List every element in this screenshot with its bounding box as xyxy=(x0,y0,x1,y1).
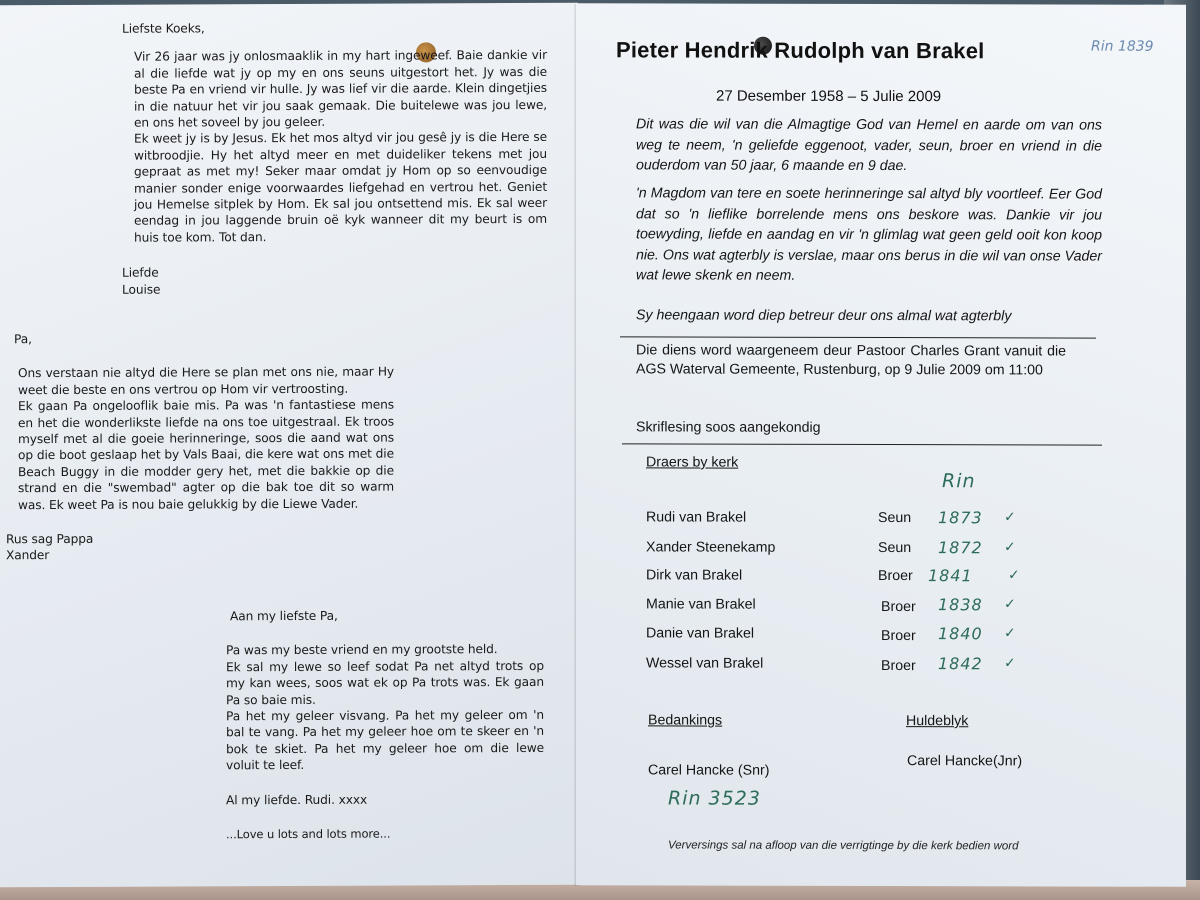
letter-koeks-body: Vir 26 jaar was jy onlosmaaklik in my hart ingeweef. Baie dankie vir al die liefde wat jy op my en ons seuns uitgestort het. Jy was die beste Pa en vriend vir hulle. Jy was lief vir die aarde. Klein dingetjies in die natuur het vir jou saak gemaak. Die buitelewe was jou lewe, en ons het soveel by jou geleer. Ek weet jy is by Jesus. Ek het mos altyd vir jou gesê jy is die Here se witbroodjie. Hy het altyd meer en met duideliker tekens met jou gepraat as met my! Seker maar omdat jy Hom op so eenvoudige manier sonder enige voorwaardes liefgehad en vertrou het. Geniet jou Hemelse sitplek by Hom. Ek sal jou ontsettend mis. Ek sal weer eendag in jou laggende bruin oë kyk wanneer dit my beurt is om huis toe kom. Tot dan. xyxy=(134,48,547,245)
bearer-name: Manie van Brakel xyxy=(646,596,756,613)
bearer-name: Dirk van Brakel xyxy=(646,567,743,584)
intro-paragraph-3: Sy heengaan word diep betreur deur ons almal wat agterbly xyxy=(636,307,1012,325)
letter-koeks xyxy=(122,19,547,298)
intro-paragraph-1: Dit was die wil van die Almagtige God van Hemel en aarde om van ons weg te neem, 'n geliefde eggenoot, vader, seun, broer en vriend in die ouderdom van 50 jaar, 6 maande en 9 dae. xyxy=(636,116,1102,175)
bearer-name: Wessel van Brakel xyxy=(646,655,764,672)
divider xyxy=(620,336,1096,338)
check-mark-icon: ✓ xyxy=(1008,566,1020,583)
bearer-relation: Broer xyxy=(881,658,916,675)
left-page xyxy=(0,3,578,888)
handwritten-bearer-number: 1873 xyxy=(938,508,983,528)
footer-note: Verversings sal na afloop van die verrigtinge by die kerk bedien word xyxy=(668,839,1019,853)
handwritten-bearer-number: 1838 xyxy=(938,595,983,615)
right-page xyxy=(576,3,1186,887)
bearer-relation: Broer xyxy=(881,628,916,645)
handwritten-rin-note: Rin xyxy=(942,470,976,493)
handwritten-bearer-number: 1841 xyxy=(928,566,973,586)
letter-rudi-ps: ...Love u lots and lots more... xyxy=(226,826,391,842)
check-mark-icon: ✓ xyxy=(1004,624,1016,641)
letter-rudi-closing: Al my liefde. Rudi. xxxx xyxy=(226,792,368,807)
handwritten-bearer-number: 1842 xyxy=(938,654,983,674)
bearer-relation: Seun xyxy=(878,539,912,557)
letter-pa-closing: Rus sag Pappa xyxy=(6,531,94,547)
divider xyxy=(622,443,1102,445)
life-dates: 27 Desember 1958 – 5 Julie 2009 xyxy=(716,87,942,106)
tribute-heading: Huldeblyk xyxy=(906,713,969,730)
bearers-heading: Draers by kerk xyxy=(646,454,739,471)
handwritten-bearer-number: 1840 xyxy=(938,624,983,644)
bearer-relation: Seun xyxy=(878,509,912,527)
bearer-relation: Broer xyxy=(881,599,916,616)
handwritten-thanks-note: Rin 3523 xyxy=(668,787,761,810)
bearer-name: Danie van Brakel xyxy=(646,625,755,642)
intro-paragraph-2: 'n Magdom van tere en soete herinneringe sal altyd bly voortleef. Eer God dat so 'n lieflike borrelende mens ons beskore was. Dankie vir jou toewyding, liefde en aandag en vir 'n glimlag wat geen geld ooit kon koop nie. Ons wat agterbly is verslae, maar ons berus in die wil van onse Vader wat lewe skenk en neem. xyxy=(636,185,1102,284)
bearer-relation: Broer xyxy=(878,567,913,585)
letter-koeks-signature: Louise xyxy=(122,282,161,297)
letter-rudi xyxy=(226,607,544,843)
bearer-name: Rudi van Brakel xyxy=(646,509,747,526)
handwritten-corner-note: Rin 1839 xyxy=(1091,38,1154,55)
check-mark-icon: ✓ xyxy=(1004,538,1016,555)
letter-koeks-closing: Liefde xyxy=(122,265,159,281)
letter-rudi-body: Pa was my beste vriend en my grootste held. Ek sal my lewe so leef sodat Pa net altyd trots op my kan wees, soos wat ek op Pa trots was. Ek gaan Pa so baie mis. Pa het my geleer visvang. Pa het my geleer om 'n bal te vang. Pa het my geleer hoe om te skeer en 'n bok te skiet. Pa het my geleer hoe om die lewe voluit te leef. xyxy=(226,642,544,773)
letter-pa-greeting: Pa, xyxy=(14,332,32,347)
deceased-name: Pieter Hendrik Rudolph van Brakel xyxy=(616,37,985,64)
thanks-heading: Bedankings xyxy=(648,712,723,729)
check-mark-icon: ✓ xyxy=(1004,654,1016,671)
check-mark-icon: ✓ xyxy=(1004,508,1016,525)
bearer-name: Xander Steenekamp xyxy=(646,539,776,556)
thanks-name: Carel Hancke (Snr) xyxy=(648,762,770,779)
scripture-reading: Skriflesing soos aangekondig xyxy=(636,419,821,436)
letter-pa-body: Ons verstaan nie altyd die Here se plan met ons nie, maar Hy weet die beste en ons vertrou op Hom vir vertroosting. Ek gaan Pa ongelooflik baie mis. Pa was 'n fantastiese mens en het die wonderlikste liefde na ons toe uitgestraal. Ek troos myself met al die goeie herinneringe, soos die aand wat ons op die boot geslaap het by Vals Baai, die kere wat ons met die Beach Buggy in die modder gery het, met die bakkie op die strand en die "swembad" agter op die bak toe dit so warm was. Ek weet Pa is nou baie gelukkig by die Liewe Vader. xyxy=(18,364,394,512)
letter-pa xyxy=(6,330,394,565)
letter-pa-signature: Xander xyxy=(6,548,50,563)
tribute-name: Carel Hancke(Jnr) xyxy=(907,753,1023,770)
service-details: Die diens word waargeneem deur Pastoor Charles Grant vanuit die AGS Waterval Gemeente, Rustenburg, op 9 Julie 2009 om 11:00 xyxy=(636,342,1066,379)
handwritten-bearer-number: 1872 xyxy=(938,538,983,558)
check-mark-icon: ✓ xyxy=(1004,595,1016,612)
letter-rudi-greeting: Aan my liefste Pa, xyxy=(230,608,338,624)
letter-koeks-greeting: Liefste Koeks, xyxy=(122,21,205,36)
